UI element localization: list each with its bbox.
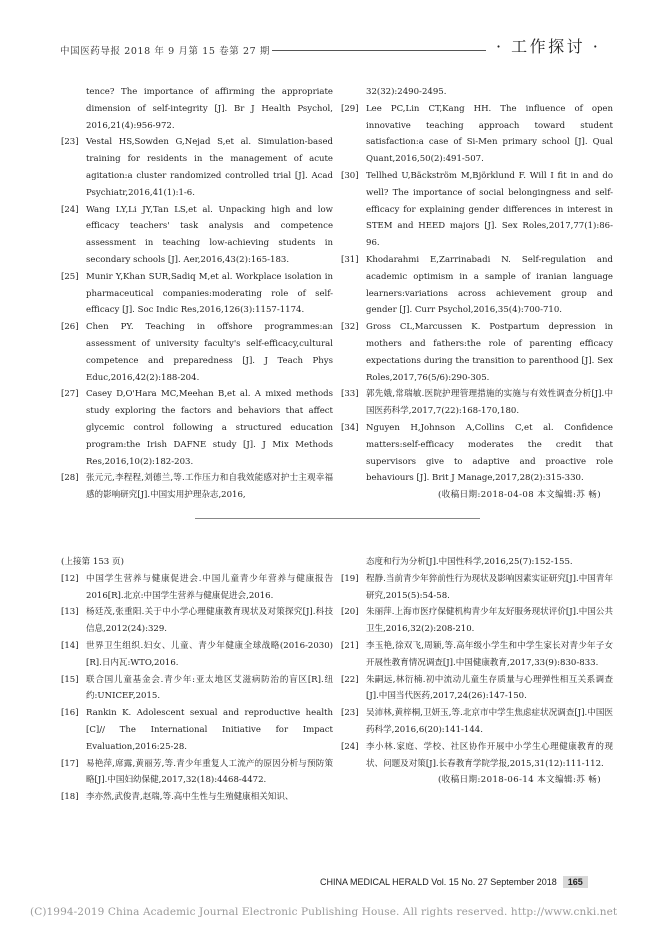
reference-number: [20] — [341, 607, 359, 618]
header-rule — [272, 50, 486, 51]
reference-entry — [61, 571, 333, 605]
references-bottom-left — [61, 554, 333, 806]
reference-number: [24] — [61, 204, 79, 215]
reference-entry — [341, 319, 613, 386]
reference-entry — [61, 672, 333, 706]
reference-entry — [61, 269, 333, 319]
reference-number: [13] — [61, 607, 79, 618]
reference-text: Chen PY. Teaching in offshore programmes:an assessment of university faculty's self-efficacy,cultural competence and preparedness [J]. J Teach Phys Educ,2016,42(2):188-204. — [86, 322, 333, 383]
reference-entry — [61, 319, 333, 386]
reference-text: Rankin K. Adolescent sexual and reproductive health [C]// The International Initiative for Impact Evaluation,2016:25-28. — [86, 708, 333, 752]
reference-entry — [61, 705, 333, 755]
section-title: · 工作探讨 · — [496, 37, 601, 56]
reference-text: Vestal HS,Sowden G,Nejad S,et al. Simulation-based training for residents in the management of acute agitation:a cluster randomized controlled trial [J]. Acad Psychiatr,2016,41(1):1-6. — [86, 137, 333, 198]
reference-text: Nguyen H,Johnson A,Collins C,et al. Confidence matters:self-efficacy moderates the credit that supervisors give to adaptive and proactive role behaviours [J]. Brit J Manage,2017,28(2):315-330. — [366, 422, 613, 484]
references-top-right — [341, 84, 613, 504]
reference-text: 郭先娥,常瑞敏.医院护理管理措施的实施与有效性调查分析[J].中国医药科学,2017,7(22):168-170,180. — [366, 389, 613, 417]
footer-journal: CHINA MEDICAL HERALD Vol. 15 No. 27 September 2018 — [320, 877, 557, 887]
reference-entry — [341, 604, 613, 638]
reference-number: [23] — [61, 137, 79, 148]
reference-text: tence? The importance of affirming the appropriate dimension of self-integrity [J]. Br J Health Psychol, 2016,21(4):956-972. — [86, 87, 333, 131]
reference-text: Munir Y,Khan SUR,Sadiq M,et al. Workplace isolation in pharmaceutical companies:moderating role of self-efficacy [J]. Soc Indic Res,2016,126(3):1157-1174. — [86, 271, 333, 316]
reference-number: [14] — [61, 640, 79, 651]
reference-number: [22] — [341, 674, 359, 685]
reference-entry — [341, 705, 613, 739]
reference-entry — [61, 134, 333, 201]
reference-number: [33] — [341, 389, 359, 400]
reference-entry — [341, 672, 613, 706]
references-top-left — [61, 84, 333, 504]
reference-text: Lee PC,Lin CT,Kang HH. The influence of open innovative teaching approach toward student satisfaction:a case of Si-Men primary school [J]. Qual Quant,2016,50(2):491-507. — [366, 103, 613, 165]
references-bottom-right — [341, 554, 613, 789]
reference-text: 李小林.家庭、学校、社区协作开展中小学生心理健康教育的现状、问题及对策[J].长春教育学院学报,2015,31(12):111-112. — [366, 741, 613, 769]
reference-text: Gross CL,Marcussen K. Postpartum depression in mothers and fathers:the role of parenting efficacy expectations during the transition to parenthood [J]. Sex Roles,2017,76(5/6):290-305. — [366, 322, 613, 383]
reference-text: 中国学生营养与健康促进会.中国儿童青少年营养与健康报告 2016[R].北京:中国学生营养与健康促进会,2016. — [86, 573, 333, 601]
reference-text: Tellhed U,Bäckström M,Björklund F. Will I fit in and do well? The importance of social belongingness and self-efficacy for explaining gender differences in interest in STEM and HEED majors [J]. Sex Roles,2017,77(1):86-96. — [366, 170, 613, 249]
reference-text: 朱丽萍.上海市医疗保健机构青少年友好服务现状评价[J].中国公共卫生,2016,32(2):208-210. — [366, 607, 613, 635]
reference-text: 联合国儿童基金会.青少年:亚太地区艾滋病防治的盲区[R].纽约:UNICEF,2015. — [86, 674, 333, 702]
reference-entry — [341, 638, 613, 672]
reference-text: Khodarahmi E,Zarrinabadi N. Self-regulation and academic optimism in a sample of iranian language learners:variations across achievement group and gender [J]. Curr Psychol,2016,35(4):700-710. — [366, 254, 613, 316]
reference-entry — [341, 554, 613, 571]
reference-number: [12] — [61, 573, 79, 584]
page-footer — [320, 876, 588, 888]
reference-entry — [61, 470, 333, 504]
reference-entry — [61, 84, 333, 134]
page-number: 165 — [563, 876, 588, 888]
reference-entry — [341, 571, 613, 605]
reference-number: [21] — [341, 640, 359, 651]
reference-number: [30] — [341, 170, 359, 181]
reference-text: 态度和行为分析[J].中国性科学,2016,25(7):152-155. — [366, 557, 573, 567]
reference-entry — [61, 202, 333, 269]
reference-number: [24] — [341, 741, 359, 752]
reference-number: [34] — [341, 422, 359, 433]
reference-entry — [61, 638, 333, 672]
reference-number: [18] — [61, 792, 79, 803]
copyright-line: (C)1994-2019 China Academic Journal Electronic Publishing House. All rights reserved. http://www.cnki.net — [30, 906, 618, 918]
reference-number: [17] — [61, 758, 79, 769]
reference-entry — [61, 604, 333, 638]
reference-number: [27] — [61, 389, 79, 400]
reference-number: [26] — [61, 322, 79, 333]
reference-text: 张元元,李程程,刘德兰,等.工作压力和自我效能感对护士主观幸福感的影响研究[J].中国实用护理杂志,2016, — [86, 473, 333, 501]
reference-text: Wang LY,Li JY,Tan LS,et al. Unpacking high and low efficacy teachers' task analysis and competence assessment in teaching low-achieving students in secondary schools [J]. Aer,2016,43(2):165-183. — [86, 204, 333, 265]
received-date-note: (收稿日期:2018-04-08 本文编辑:苏 畅) — [437, 490, 601, 501]
reference-entry — [61, 386, 333, 470]
reference-text: 易艳萍,席露,黄丽芳,等.青少年重复人工流产的原因分析与预防策略[J].中国妇幼保健,2017,32(18):4468-4472. — [86, 758, 333, 786]
reference-text: 吴沛林,黄梓桐,卫妍玉,等.北京市中学生焦虑症状况调查[J].中国医药科学,2016,6(20):141-144. — [366, 708, 613, 735]
reference-entry — [61, 789, 333, 806]
reference-number: [16] — [61, 708, 79, 719]
received-date-note: (收稿日期:2018-06-14 本文编辑:苏 畅) — [437, 775, 601, 786]
reference-text: Casey D,O'Hara MC,Meehan B,et al. A mixed methods study exploring the factors and behaviors that affect glycemic control following a structured education program:the Irish DAFNE study [J]. J Mix Methods Res,2016,10(2):182-203. — [86, 389, 333, 467]
reference-entry — [341, 168, 613, 252]
reference-number: [32] — [341, 322, 359, 333]
reference-text: 32(32):2490-2495. — [366, 87, 447, 97]
reference-text: 李玉艳,徐双飞,周颖,等.高年级小学生和中学生家长对青少年子女开展性教育情况调查[J].中国健康教育,2017,33(9):830-833. — [366, 640, 613, 668]
reference-entry — [341, 420, 613, 487]
reference-number: [23] — [341, 708, 359, 719]
reference-entry — [341, 84, 613, 101]
reference-text: 杨廷茂,张重阳.关于中小学心理健康教育现状及对策探究[J].科技信息,2012(24):329. — [86, 607, 333, 635]
reference-number: [29] — [341, 103, 359, 114]
reference-entry — [61, 756, 333, 790]
article-separator — [195, 518, 480, 519]
reference-number: [19] — [341, 573, 359, 584]
reference-number: [31] — [341, 254, 359, 265]
reference-entry — [341, 386, 613, 420]
reference-entry — [341, 739, 613, 773]
reference-entry — [341, 101, 613, 168]
reference-number: [25] — [61, 271, 79, 282]
reference-text: 朱嗣远,林衍楠.初中流动儿童生存质量与心理弹性相互关系调查[J].中国当代医药,2017,24(26):147-150. — [366, 674, 613, 702]
running-header-issue: 中国医药导报 2018 年 9 月第 15 卷第 27 期 — [60, 46, 270, 57]
reference-entry — [341, 252, 613, 319]
reference-number: [28] — [61, 473, 79, 484]
continued-from-note: (上接第 153 页) — [61, 557, 124, 567]
reference-text: 程静.当前青少年猝前性行为现状及影响因素实证研究[J].中国青年研究,2015(5):54-58. — [366, 573, 613, 601]
reference-text: 李亦然,武俊青,赵瑞,等.高中生性与生殖健康相关知识、 — [86, 792, 294, 803]
reference-text: 世界卫生组织.妇女、儿童、青少年健康全球战略(2016-2030)[R].日内瓦:WTO,2016. — [86, 640, 333, 668]
reference-number: [15] — [61, 674, 79, 685]
